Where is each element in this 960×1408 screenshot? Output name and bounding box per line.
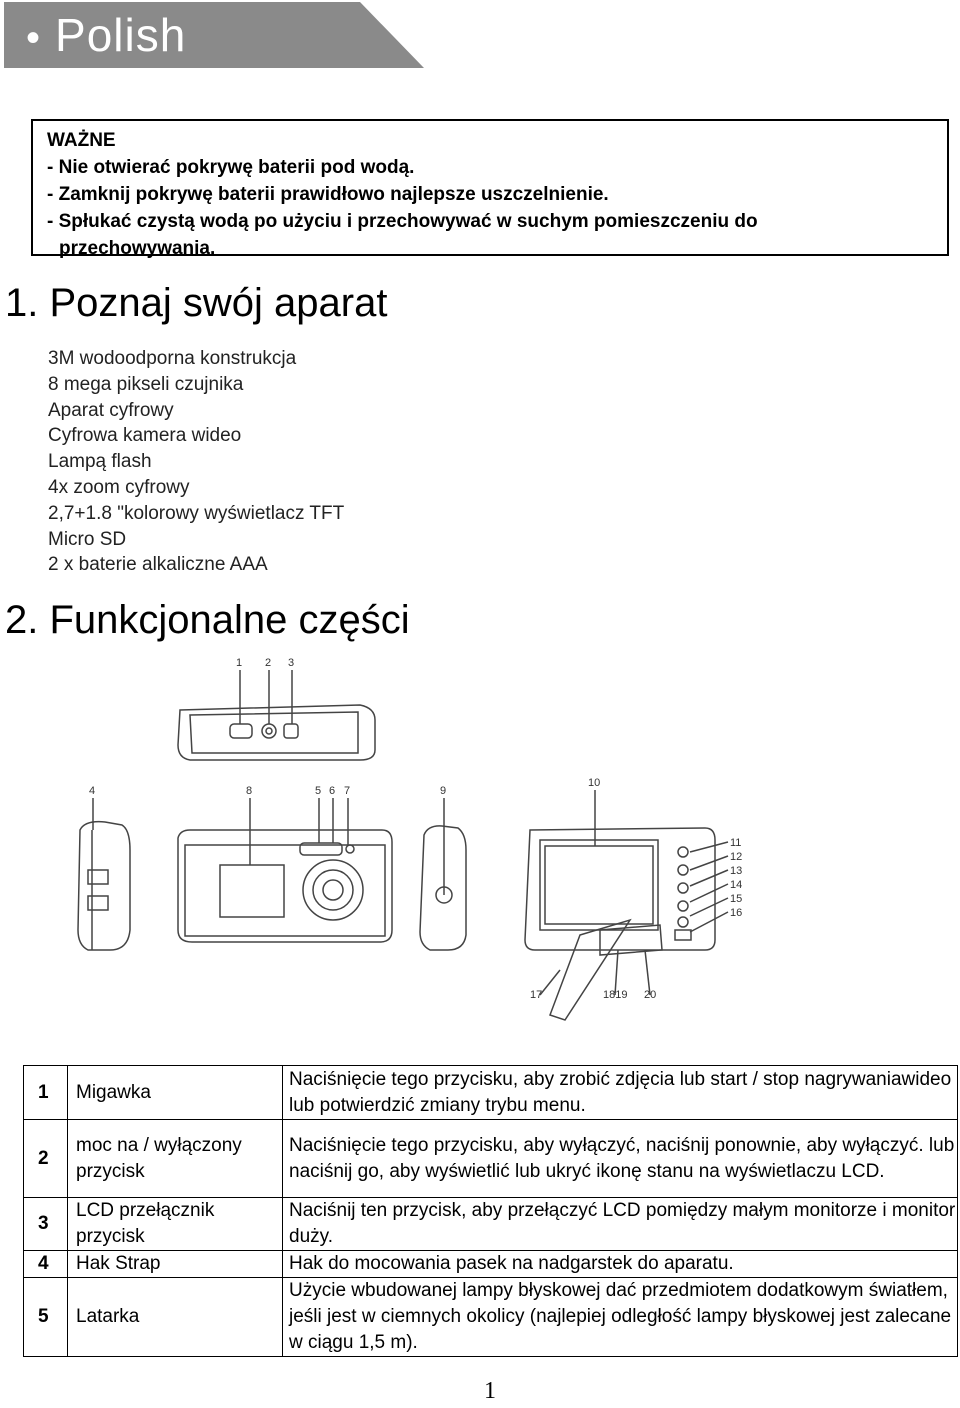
- callout-label: 8: [246, 785, 253, 797]
- part-description: Naciśnięcie tego przycisku, aby zrobić zdjęcia lub start / stop nagrywaniawideo lub potwierdzić zmiany trybu menu.: [283, 1066, 958, 1120]
- callout-label: 13: [730, 865, 743, 877]
- table-row: [24, 1278, 958, 1357]
- part-name: Migawka: [68, 1066, 283, 1120]
- banner-title: Polish: [55, 9, 187, 61]
- callout-label: 16: [730, 907, 743, 919]
- table-row: [24, 1120, 958, 1198]
- feature-item: 3M wodoodporna konstrukcja: [48, 348, 297, 369]
- part-description: Naciśnięcie tego przycisku, aby wyłączyć, naciśnij ponownie, aby wyłączyć. lub naciśnij go, aby wyświetlić lub ukryć ikonę stanu na wyświetlaczu LCD.: [283, 1120, 958, 1198]
- callout-label: 17: [530, 989, 543, 1001]
- feature-list: [48, 346, 344, 578]
- feature-item: Micro SD: [48, 528, 127, 550]
- notice-line: - Nie otwierać pokrywę baterii pod wodą.: [47, 157, 415, 178]
- callout-label: 11: [730, 837, 742, 849]
- part-number: 3: [24, 1198, 68, 1251]
- camera-parts-diagram: [40, 650, 920, 1040]
- table-row: [24, 1251, 958, 1278]
- feature-item: Lampą flash: [48, 451, 152, 473]
- parts-table: [23, 1065, 958, 1357]
- table-row: [24, 1198, 958, 1251]
- callout-label: 7: [344, 785, 351, 797]
- notice-line: - Spłukać czystą wodą po użyciu i przechowywać w suchym pomieszczeniu do: [47, 211, 758, 232]
- callout-label: 1819: [603, 989, 628, 1001]
- callout-label: 1: [236, 657, 243, 669]
- feature-item: Cyfrowa kamera wideo: [48, 425, 242, 447]
- callout-label: 20: [644, 989, 657, 1001]
- page-number: 1: [484, 1378, 496, 1404]
- callout-label: 10: [588, 777, 601, 789]
- feature-item: 2,7+1.8 "kolorowy wyświetlacz TFT: [48, 502, 345, 524]
- part-number: 5: [24, 1278, 68, 1357]
- part-number: 1: [24, 1066, 68, 1120]
- notice-line: - Zamknij pokrywę baterii prawidłowo najlepsze uszczelnienie.: [47, 184, 609, 205]
- callout-label: 4: [89, 785, 96, 797]
- camera-line-drawing: [40, 650, 920, 1040]
- section-heading-2: 2. Funkcjonalne części: [5, 598, 410, 642]
- part-number: 4: [24, 1251, 68, 1278]
- callout-label: 15: [730, 893, 743, 905]
- part-name: Latarka: [68, 1278, 283, 1357]
- feature-item: Aparat cyfrowy: [48, 399, 174, 421]
- section-heading-1: 1. Poznaj swój aparat: [5, 281, 388, 325]
- callout-label: 9: [440, 785, 447, 797]
- part-name: Hak Strap: [68, 1251, 283, 1278]
- callout-label: 5: [315, 785, 322, 797]
- feature-item: 4x zoom cyfrowy: [48, 476, 190, 498]
- notice-title: WAŻNE: [47, 130, 116, 151]
- part-name: moc na / wyłączony przycisk: [68, 1120, 283, 1198]
- part-number: 2: [24, 1120, 68, 1198]
- part-name: LCD przełącznik przycisk: [68, 1198, 283, 1251]
- callout-label: 6: [329, 785, 336, 797]
- table-row: [24, 1066, 958, 1120]
- feature-item: 8 mega pikseli czujnika: [48, 373, 244, 395]
- callout-label: 3: [288, 657, 295, 669]
- callout-label: 14: [730, 879, 743, 891]
- part-description: Naciśnij ten przycisk, aby przełączyć LCD pomiędzy małym monitorze i monitor duży.: [283, 1198, 958, 1251]
- important-notice: [31, 119, 949, 259]
- notice-line: przechowywania.: [59, 238, 216, 259]
- feature-item: 2 x baterie alkaliczne AAA: [48, 554, 268, 576]
- part-description: Hak do mocowania pasek na nadgarstek do aparatu.: [283, 1251, 958, 1278]
- callout-label: 2: [265, 657, 272, 669]
- callout-label: 12: [730, 851, 743, 863]
- banner-bullet: •: [26, 16, 42, 60]
- language-banner: [4, 2, 424, 68]
- part-description: Użycie wbudowanej lampy błyskowej dać przedmiotem dodatkowym światłem, jeśli jest w ciemnych okolicy (najlepiej odległość lampy błyskowej jest zalecane w ciągu 1,5 m).: [283, 1278, 958, 1357]
